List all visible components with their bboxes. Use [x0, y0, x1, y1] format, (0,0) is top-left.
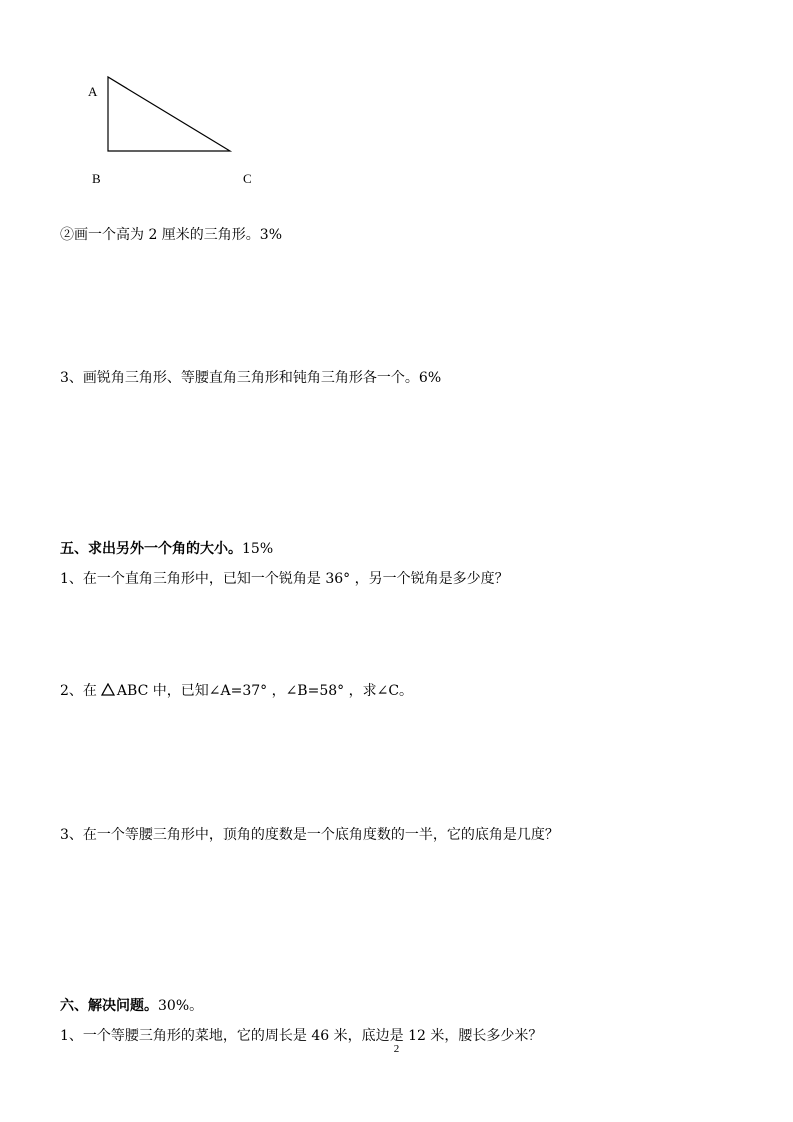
triangle-symbol-icon: [101, 683, 115, 696]
section-five-heading: [60, 540, 273, 558]
question-isosceles-base-angle: 3、在一个等腰三角形中，顶角的度数是一个底角度数的一半，它的底角是几度？: [60, 827, 559, 843]
question-prefix: 2、在: [60, 683, 97, 699]
vertex-label-c: C: [243, 171, 252, 186]
vertex-label-a: A: [88, 84, 98, 99]
page-number: 2: [393, 1043, 400, 1055]
vertex-label-b: B: [92, 171, 101, 186]
question-garden-perimeter: 1、一个等腰三角形的菜地，它的周长是 46 米，底边是 12 米，腰长多少米？: [60, 1028, 543, 1044]
question-right-triangle-angle: 1、在一个直角三角形中，已知一个锐角是 36° ，另一个锐角是多少度？: [60, 571, 509, 587]
question-body: ABC 中，已知∠A=37° ，∠B=58° ，求∠C。: [116, 683, 414, 699]
question-draw-height-triangle: ②画一个高为 2 厘米的三角形。3%: [60, 227, 283, 243]
section-six-title: 六、解决问题。: [60, 998, 158, 1014]
question-draw-three-triangles: 3、画锐角三角形、等腰直角三角形和钝角三角形各一个。6%: [60, 370, 442, 386]
section-six-score: 30%。: [158, 998, 204, 1014]
section-five-title: 五、求出另外一个角的大小。: [60, 541, 242, 557]
question-triangle-abc-angle: [60, 682, 413, 700]
section-six-heading: [60, 997, 203, 1015]
right-triangle-drawing: [100, 70, 240, 160]
section-five-score: 15%: [242, 541, 274, 557]
